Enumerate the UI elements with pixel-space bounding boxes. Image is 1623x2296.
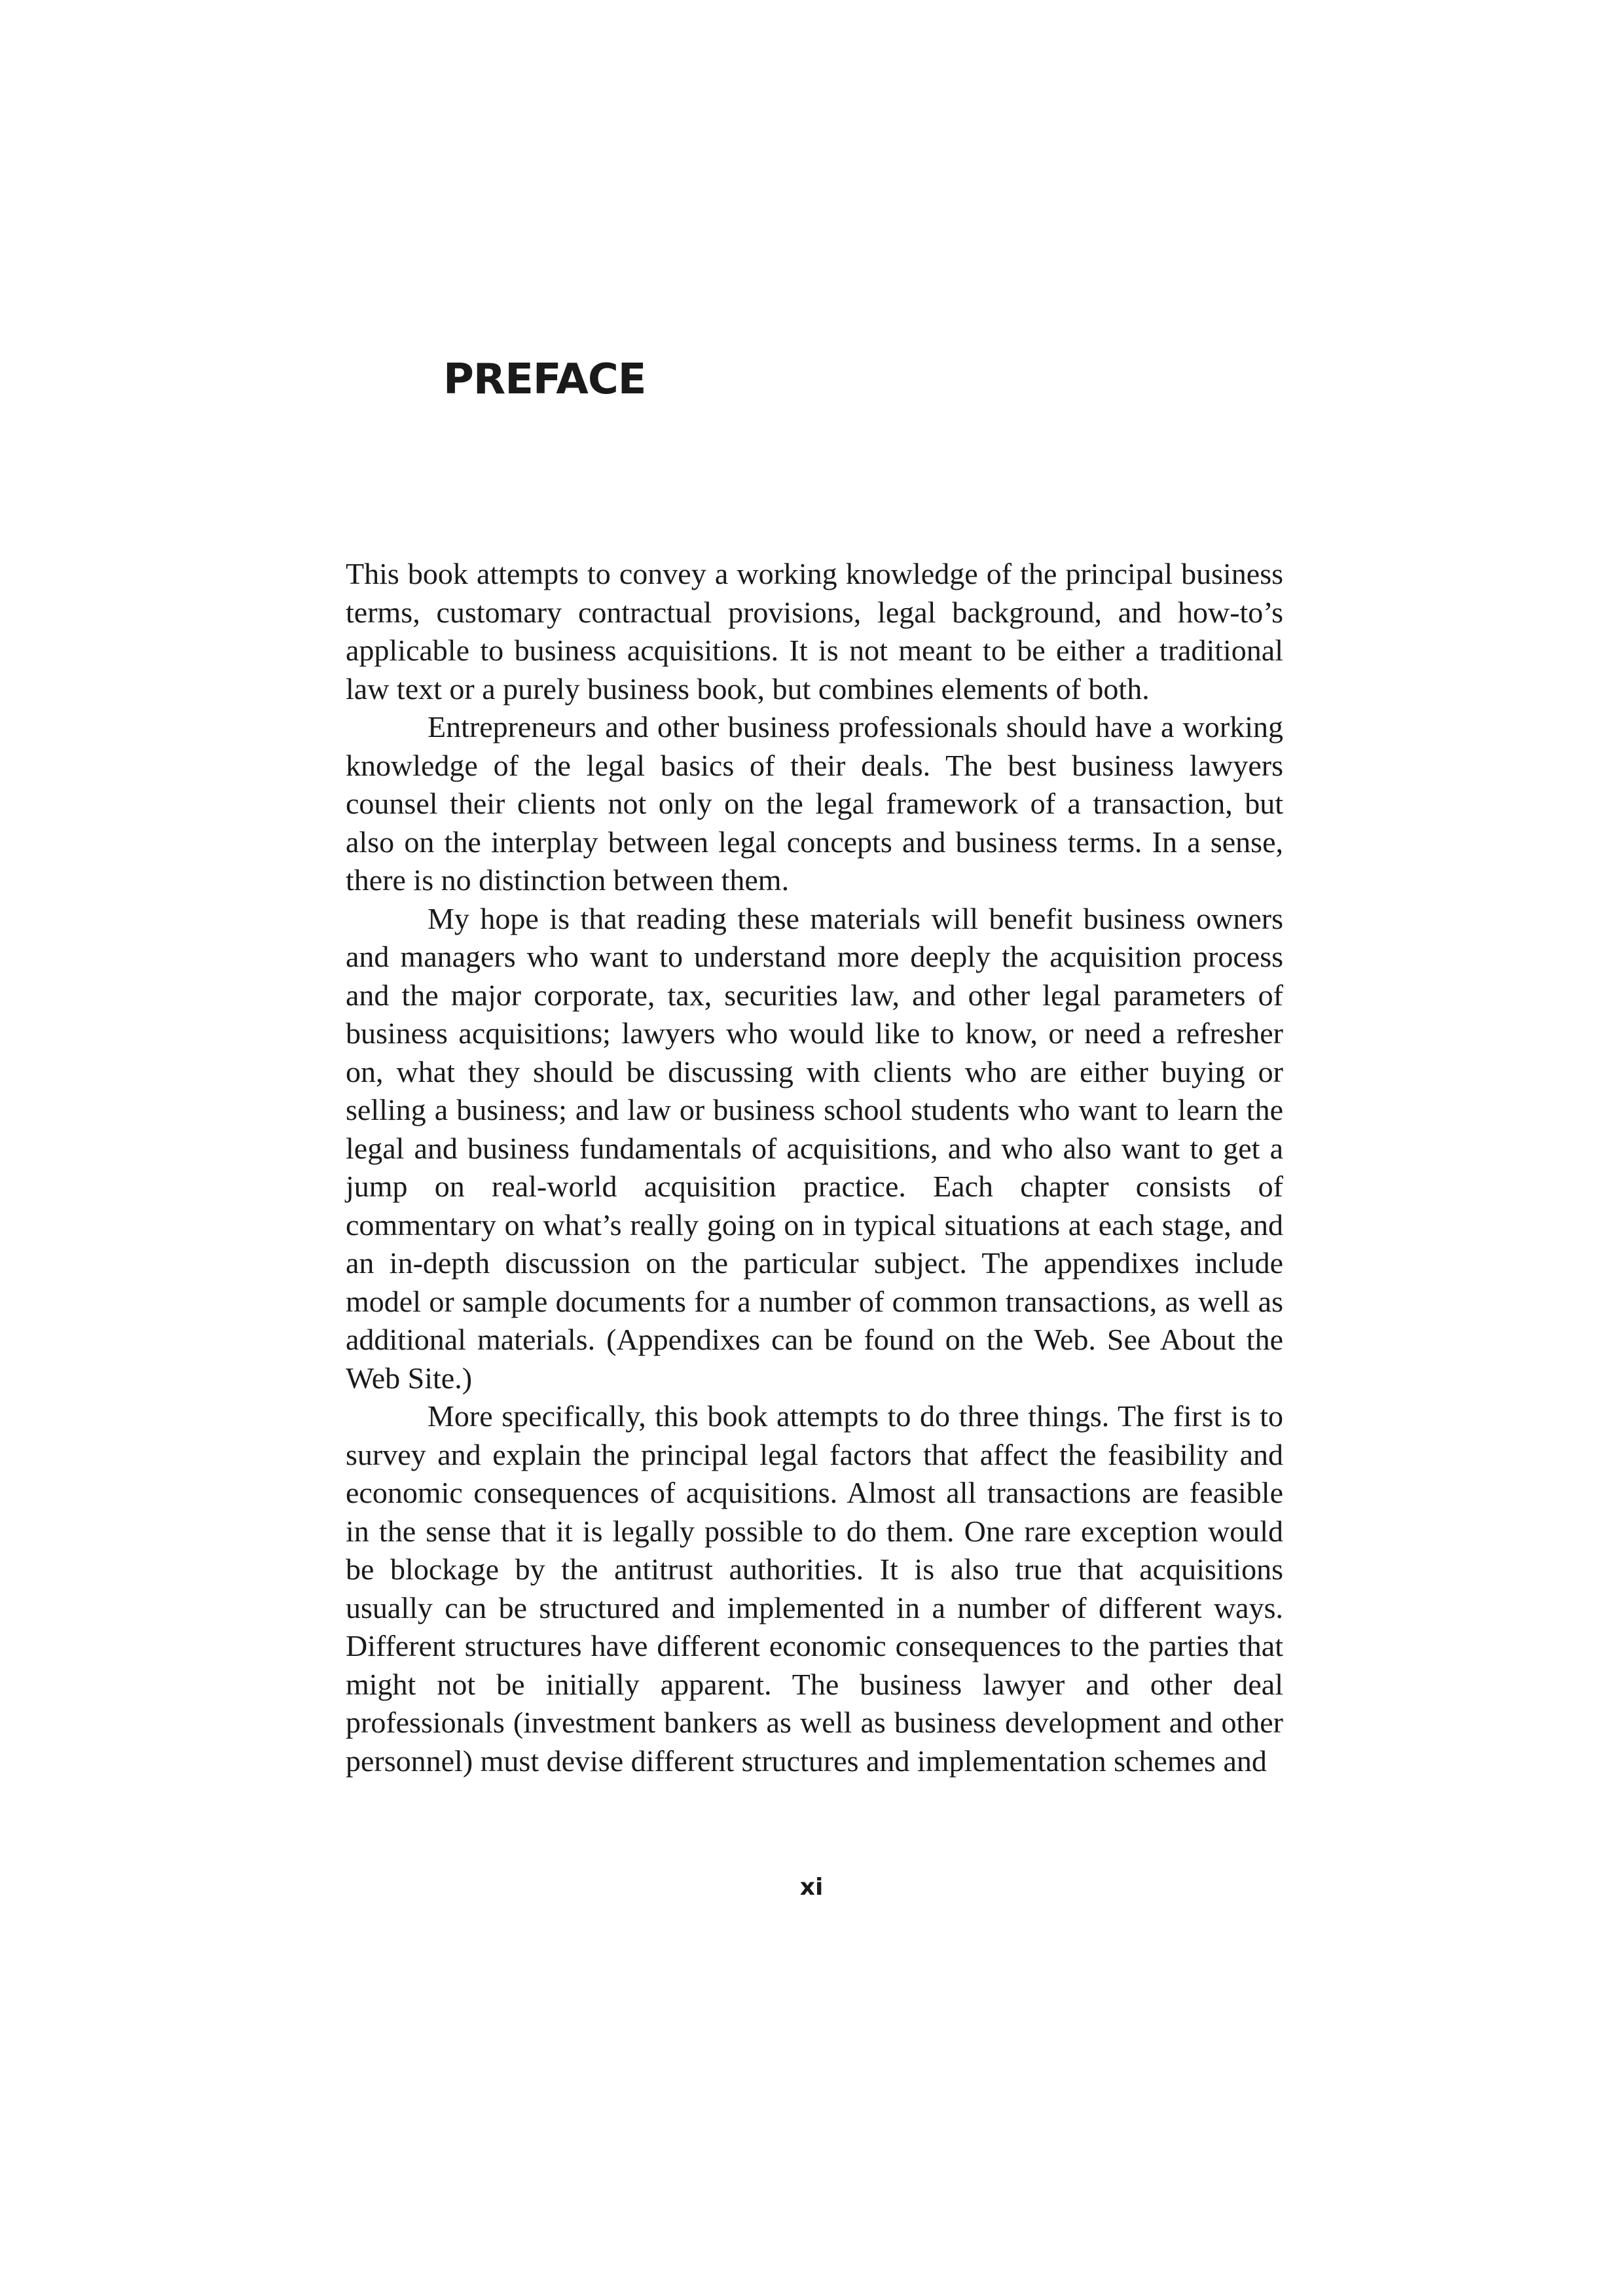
page-title: PREFACE bbox=[443, 355, 646, 404]
paragraph-1: This book attempts to convey a working knowledge of the principal business terms, customary contractual provisions, legal background, and how-to’s applicable to business acquisitions. It is not meant to be either a traditional law text or a purely business book, but combines elements of both. bbox=[346, 557, 1283, 706]
preface-body bbox=[346, 555, 1283, 1780]
paragraph-2: Entrepreneurs and other business professionals should have a working knowledge of the legal basics of their deals. The best business lawyers counsel their clients not only on the legal framework of a transaction, but also on the interplay between legal concepts and business terms. In a sense, there is no distinction between them. bbox=[346, 710, 1283, 897]
paragraph-4: More specifically, this book attempts to do three things. The first is to survey and explain the principal legal factors that affect the feasibility and economic consequences of acquisitions. Almost all transactions are feasible in the sense that it is legally possible to do them. One rare exception would be blockage by the antitrust authorities. It is also true that acquisitions usually can be structured and implemented in a number of different ways. Different structures have different economic consequences to the parties that might not be initially apparent. The business lawyer and other deal professionals (investment bankers as well as business development and other personnel) must devise different structures and implementation schemes and bbox=[346, 1399, 1283, 1778]
page-number: xi bbox=[799, 1874, 824, 1901]
paragraph-3: My hope is that reading these materials will benefit business owners and managers who want to understand more deeply the acquisition process and the major corporate, tax, securities law, and other legal parameters of business acquisitions; lawyers who would like to know, or need a refresher on, what they should be discussing with clients who are either buying or selling a business; and law or business school students who want to learn the legal and business fundamentals of acquisitions, and who also want to get a jump on real-world acquisition practice. Each chapter consists of commentary on what’s really going on in typical situations at each stage, and an in-depth discussion on the particular subject. The appendixes include model or sample documents for a number of common transactions, as well as additional materials. (Appendixes can be found on the Web. See About the Web Site.) bbox=[346, 901, 1283, 1395]
